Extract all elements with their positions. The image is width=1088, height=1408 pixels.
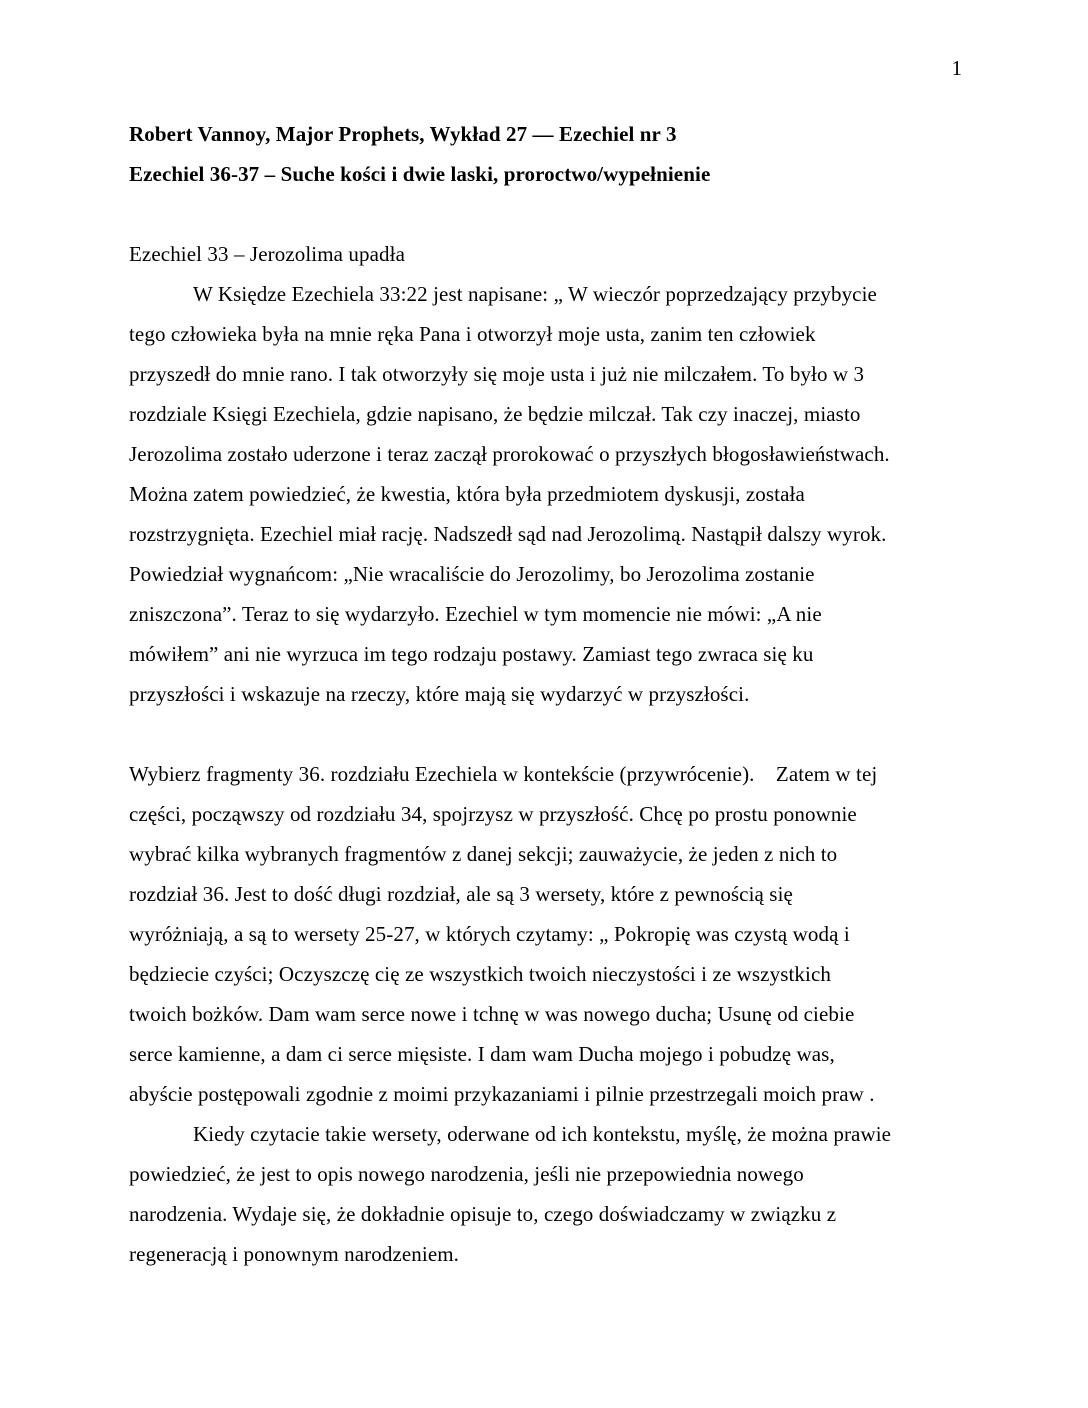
text-line: przyszłości i wskazuje na rzeczy, które mają się wydarzyć w przyszłości.: [129, 682, 750, 706]
text-line: zniszczona”. Teraz to się wydarzyło. Ezechiel w tym momencie nie mówi: „A nie: [129, 602, 822, 626]
text-line: abyście postępowali zgodnie z moimi przykazaniami i pilnie przestrzegali moich praw .: [129, 1082, 875, 1106]
text-line: wybrać kilka wybranych fragmentów z danej sekcji; zauważycie, że jeden z nich to: [129, 842, 838, 866]
blank-line: [129, 194, 989, 234]
text-line: wyróżniają, a są to wersety 25-27, w których czytamy: „ Pokropię was czystą wodą i: [129, 922, 850, 946]
text-line: Można zatem powiedzieć, że kwestia, która była przedmiotem dyskusji, została: [129, 482, 805, 506]
text-line: Ezechiel 36-37 – Suche kości i dwie laski, proroctwo/wypełnienie: [129, 162, 711, 186]
text-line: przyszedł do mnie rano. I tak otworzyły się moje usta i już nie milczałem. To było w 3: [129, 362, 865, 386]
text-line: narodzenia. Wydaje się, że dokładnie opisuje to, czego doświadczamy w związku z: [129, 1202, 837, 1226]
text-line: rozdział 36. Jest to dość długi rozdział, ale są 3 wersety, które z pewnością się: [129, 882, 793, 906]
blank-line: [129, 714, 989, 754]
text-line: W Księdze Ezechiela 33:22 jest napisane: „ W wieczór poprzedzający przybycie: [193, 282, 877, 306]
text-line: serce kamienne, a dam ci serce mięsiste. I dam wam Ducha mojego i pobudzę was,: [129, 1042, 835, 1066]
page-number: 1: [951, 56, 962, 80]
text-line: powiedzieć, że jest to opis nowego narodzenia, jeśli nie przepowiednia nowego: [129, 1162, 804, 1186]
text-line: regeneracją i ponownym narodzeniem.: [129, 1242, 460, 1266]
text-line: tego człowieka była na mnie ręka Pana i otworzył moje usta, zanim ten człowiek: [129, 322, 816, 346]
text-line: części, począwszy od rozdziału 34, spojrzysz w przyszłość. Chcę po prostu ponownie: [129, 802, 857, 826]
text-line: Jerozolima zostało uderzone i teraz zaczął prorokować o przyszłych błogosławieństwach.: [129, 442, 890, 466]
text-line: Kiedy czytacie takie wersety, oderwane od ich kontekstu, myślę, że można prawie: [193, 1122, 892, 1146]
text-line: rozdziale Księgi Ezechiela, gdzie napisano, że będzie milczał. Tak czy inaczej, miasto: [129, 402, 861, 426]
text-line: Wybierz fragmenty 36. rozdziału Ezechiela w kontekście (przywrócenie). Zatem w tej: [129, 762, 878, 786]
text-line: Powiedział wygnańcom: „Nie wracaliście do Jerozolimy, bo Jerozolima zostanie: [129, 562, 815, 586]
text-line: Robert Vannoy, Major Prophets, Wykład 27 — Ezechiel nr 3: [129, 122, 677, 146]
document-body: [129, 114, 989, 1274]
text-line: mówiłem” ani nie wyrzuca im tego rodzaju postawy. Zamiast tego zwraca się ku: [129, 642, 814, 666]
text-line: Ezechiel 33 – Jerozolima upadła: [129, 242, 405, 266]
text-line: twoich bożków. Dam wam serce nowe i tchnę w was nowego ducha; Usunę od ciebie: [129, 1002, 855, 1026]
text-line: będziecie czyści; Oczyszczę cię ze wszystkich twoich nieczystości i ze wszystkich: [129, 962, 831, 986]
text-line: rozstrzygnięta. Ezechiel miał rację. Nadszedł sąd nad Jerozolimą. Nastąpił dalszy wyrok.: [129, 522, 887, 546]
